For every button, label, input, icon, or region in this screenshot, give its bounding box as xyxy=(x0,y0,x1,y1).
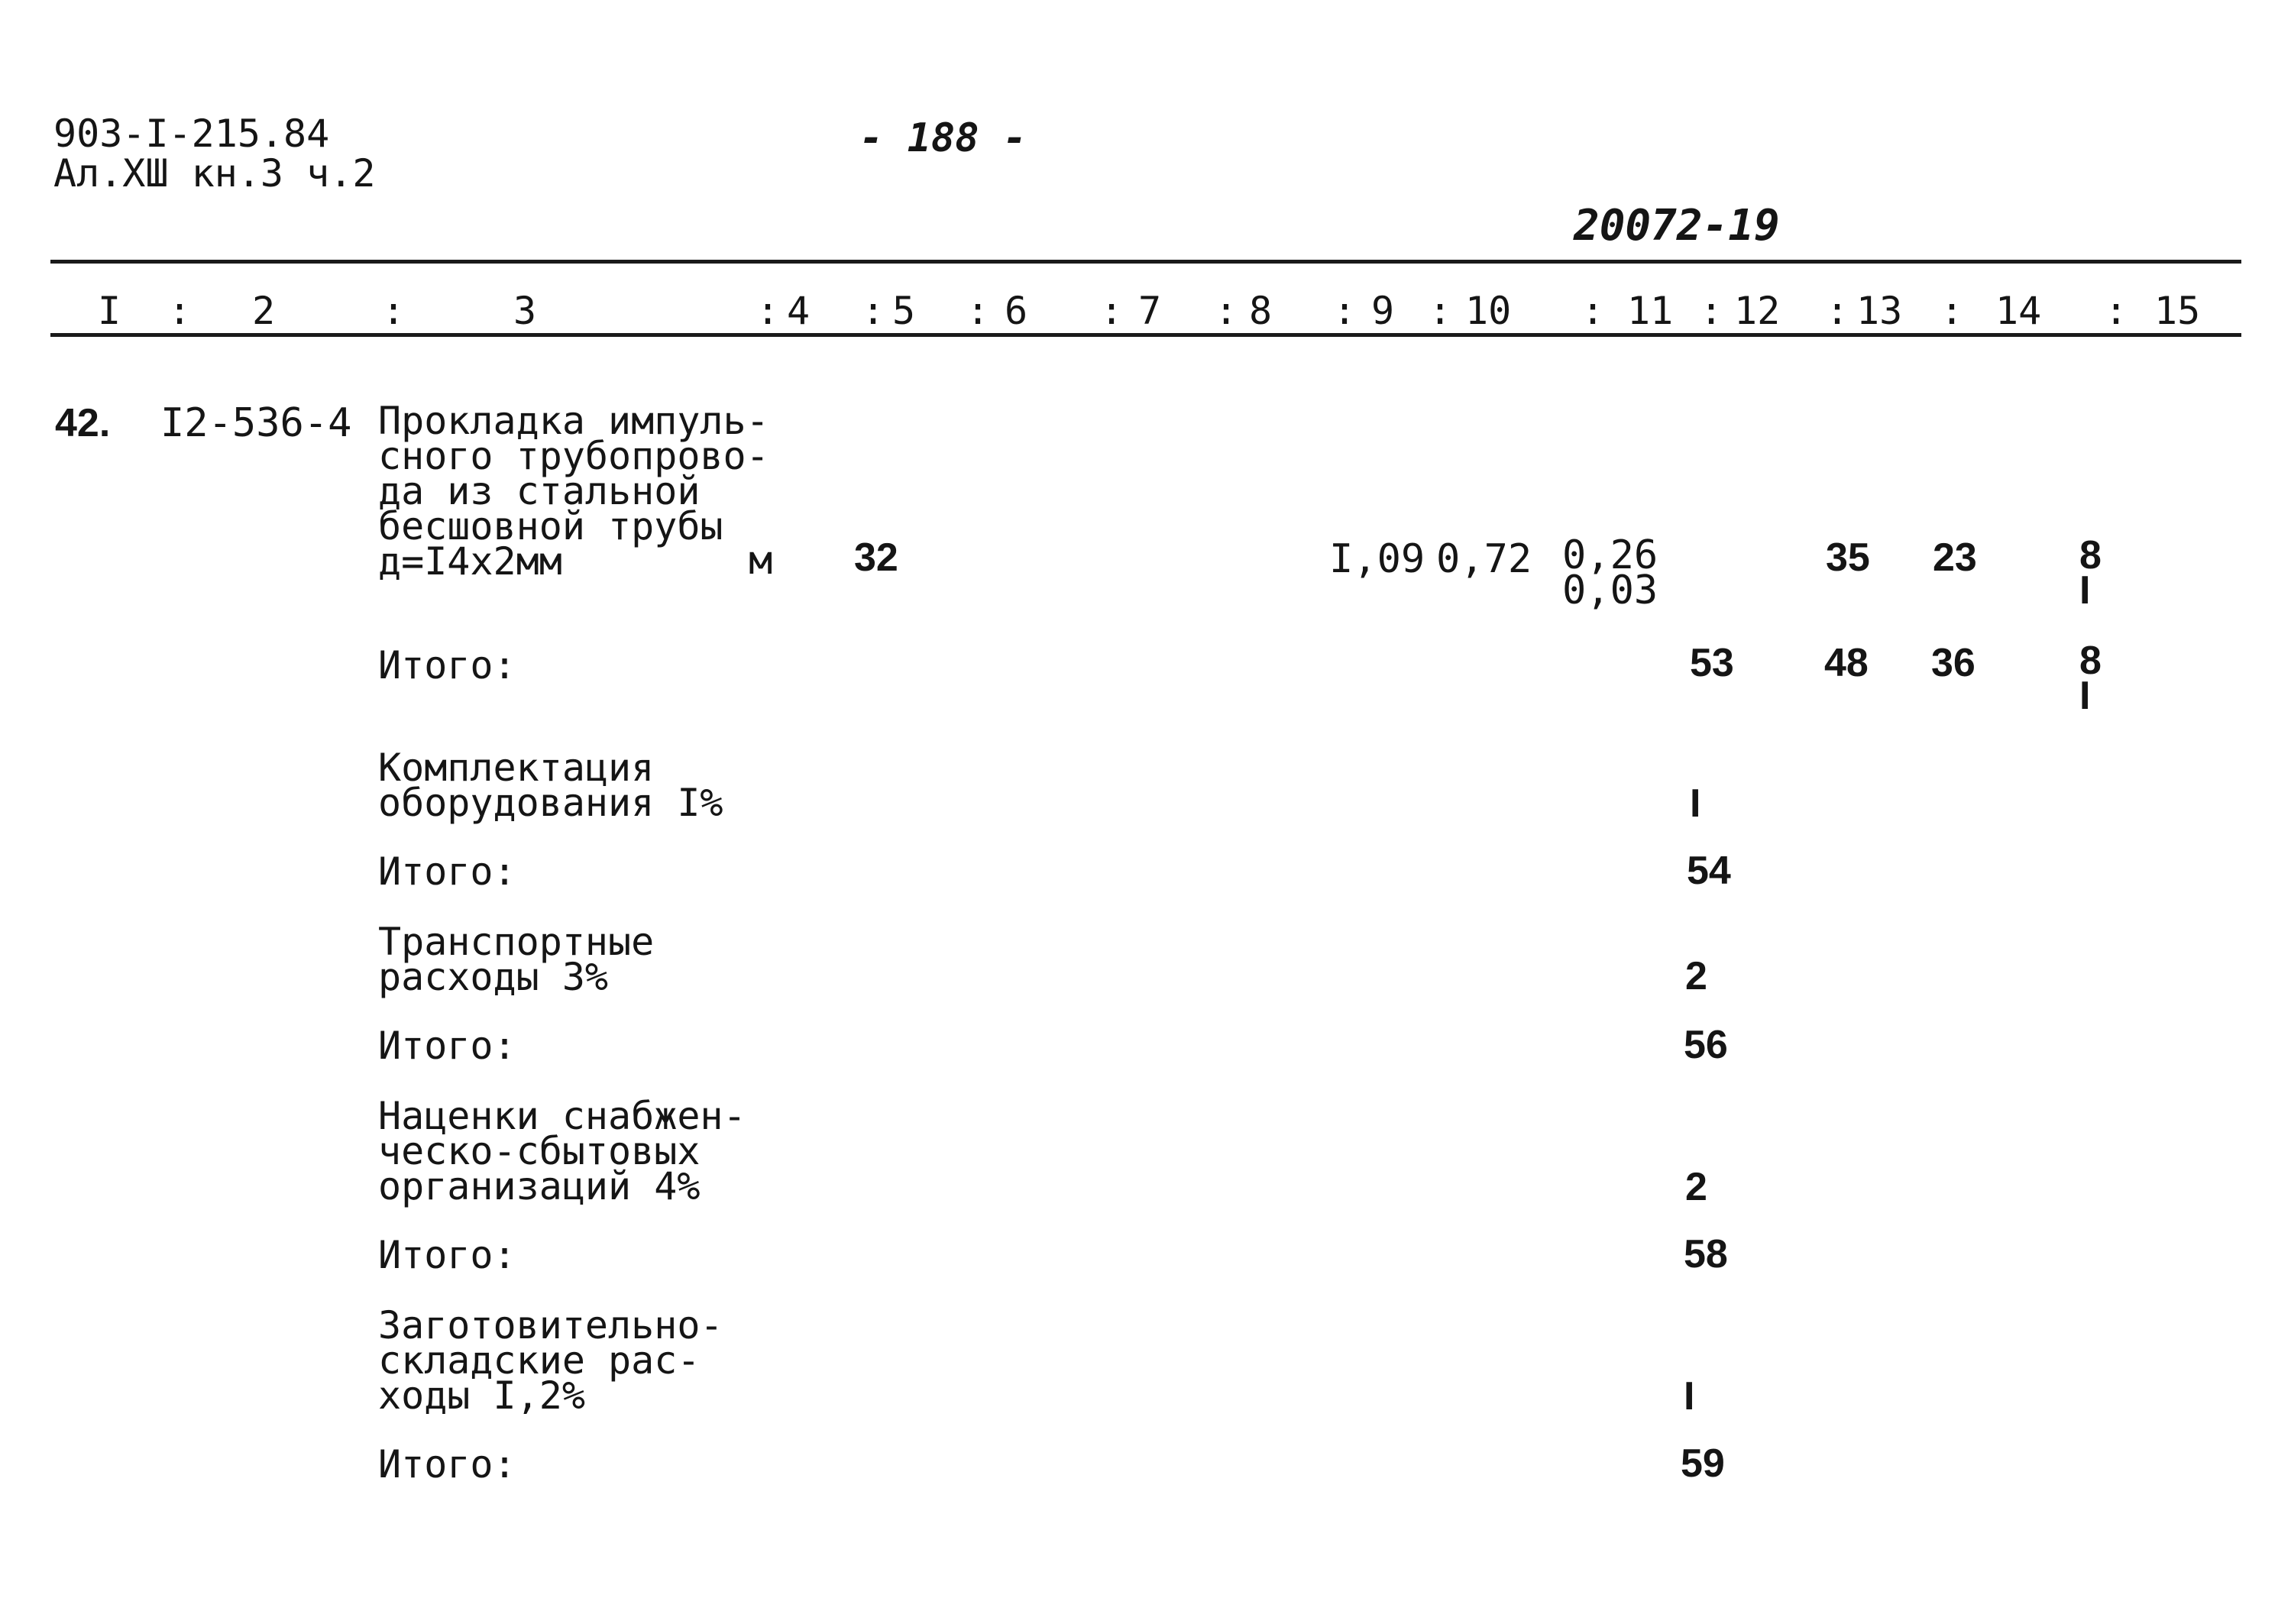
summary-extra-value: I xyxy=(2079,674,2091,718)
summary-value: 2 xyxy=(1685,954,1707,998)
column-number: 10 xyxy=(1465,289,1512,333)
top-rule xyxy=(50,260,2241,264)
column-number: 9 xyxy=(1371,289,1395,333)
page-number: - 188 - xyxy=(859,115,1027,161)
summary-value: 56 xyxy=(1684,1023,1728,1067)
entry-quantity: 32 xyxy=(854,535,898,580)
entry-code: I2-536-4 xyxy=(160,400,352,446)
summary-label-line: Транспортные xyxy=(378,920,655,964)
summary-label-line: Комплектация xyxy=(378,746,655,790)
document-volume: Ал.XШ кн.3 ч.2 xyxy=(53,151,376,196)
description-line: сного трубопрово- xyxy=(378,434,769,478)
entry-unit: м xyxy=(749,538,773,584)
summary-value: 53 xyxy=(1690,641,1734,685)
summary-label-line: Заготовительно- xyxy=(378,1303,723,1347)
machines-value: 0,26 xyxy=(1562,532,1658,578)
header-rule xyxy=(50,333,2241,337)
column-separator: : xyxy=(1826,289,1849,333)
summary-label xyxy=(378,746,723,825)
column-separator: : xyxy=(1581,289,1605,333)
column-number: 14 xyxy=(1995,289,2042,333)
summary-label: Итого: xyxy=(378,1233,516,1277)
column-number: 13 xyxy=(1856,289,1903,333)
summary-value: 54 xyxy=(1687,849,1731,893)
summary-label: Итого: xyxy=(378,1024,516,1068)
summary-value: 58 xyxy=(1684,1232,1728,1276)
description-line: да из стальной xyxy=(378,469,701,513)
column-separator: : xyxy=(756,289,780,333)
summary-value: 2 xyxy=(1685,1165,1707,1209)
column-number: 3 xyxy=(513,289,537,333)
summary-label-line: Наценки снабжен- xyxy=(378,1094,746,1138)
column-separator: : xyxy=(862,289,885,333)
entry-description xyxy=(378,399,769,584)
column-number: 4 xyxy=(787,289,811,333)
column-number: 15 xyxy=(2154,289,2201,333)
column-separator: : xyxy=(1333,289,1357,333)
summary-label-line: оборудования I% xyxy=(378,781,723,825)
column-separator: : xyxy=(1100,289,1124,333)
description-line: бесшовной трубы xyxy=(378,504,723,548)
column-separator: : xyxy=(168,289,192,333)
document-code: 903-I-215.84 xyxy=(53,112,330,156)
summary-label xyxy=(378,1094,746,1208)
entry-price-total: I,09 xyxy=(1329,536,1425,582)
column-separator: : xyxy=(1940,289,1964,333)
summary-label xyxy=(378,1303,723,1418)
column-separator: : xyxy=(1215,289,1238,333)
entry-price-wages: 0,72 xyxy=(1436,536,1532,582)
summary-label: Итого: xyxy=(378,1442,516,1487)
column-number: 12 xyxy=(1734,289,1781,333)
column-number: 7 xyxy=(1138,289,1162,333)
column-number: 6 xyxy=(1005,289,1028,333)
description-line: д=I4х2мм xyxy=(378,539,562,584)
summary-extra-stack xyxy=(2079,639,2102,718)
cost-machines-value: 8 xyxy=(2079,533,2102,577)
entry-machines xyxy=(1562,532,1658,613)
summary-value: I xyxy=(1690,781,1701,826)
summary-value: 59 xyxy=(1681,1441,1725,1486)
entry-cost-wages: 23 xyxy=(1933,535,1977,580)
summary-extra-value: 36 xyxy=(1931,641,1976,685)
column-number: 8 xyxy=(1249,289,1273,333)
column-separator: : xyxy=(1429,289,1452,333)
summary-label-line: организаций 4% xyxy=(378,1164,701,1208)
sheet-reference: 20072-19 xyxy=(1574,201,1780,251)
entry-number: 42. xyxy=(55,401,111,445)
machines-wages-value: 0,03 xyxy=(1562,568,1658,613)
summary-extra-value: 8 xyxy=(2079,639,2102,683)
summary-label-line: ческо-сбытовых xyxy=(378,1129,701,1173)
summary-label: Итого: xyxy=(378,849,516,894)
entry-cost-machines xyxy=(2079,533,2102,613)
summary-label-line: складские рас- xyxy=(378,1338,701,1383)
summary-value: I xyxy=(1684,1374,1695,1419)
cost-machines-wages-value: I xyxy=(2079,568,2091,613)
entry-cost-total: 35 xyxy=(1826,535,1870,580)
summary-label: Итого: xyxy=(378,643,516,687)
summary-extra-value: 48 xyxy=(1824,641,1869,685)
column-separator: : xyxy=(966,289,990,333)
summary-label xyxy=(378,920,655,999)
description-line: Прокладка импуль- xyxy=(378,399,769,443)
column-number: I xyxy=(98,289,121,333)
column-number: 11 xyxy=(1627,289,1674,333)
column-separator: : xyxy=(2105,289,2128,333)
column-separator: : xyxy=(382,289,406,333)
summary-label-line: ходы I,2% xyxy=(378,1373,585,1418)
column-number: 5 xyxy=(892,289,916,333)
column-number: 2 xyxy=(252,289,276,333)
summary-label-line: расходы 3% xyxy=(378,955,609,999)
column-separator: : xyxy=(1700,289,1723,333)
